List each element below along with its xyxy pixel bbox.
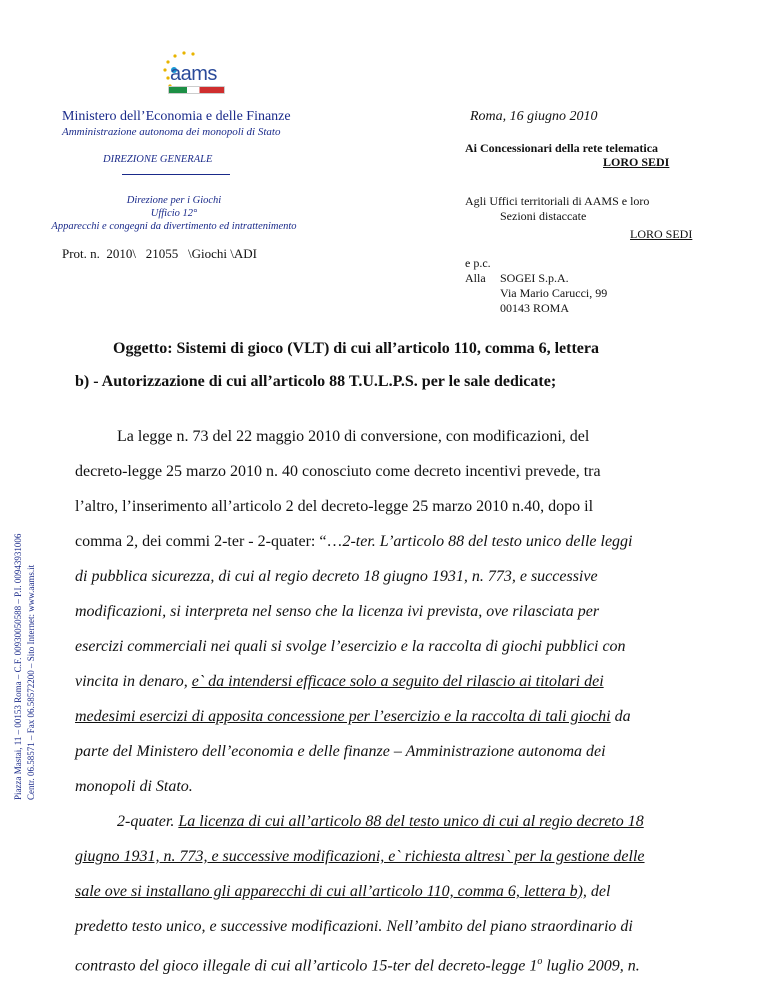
- apparecchi: Apparecchi e congegni da divertimento ed intrattenimento: [51, 221, 297, 232]
- body-text: comma 2, dei commi 2-ter - 2-quater: “…: [75, 533, 343, 550]
- protocol-number: Prot. n. 2010\ 21055 \Giochi \ADI: [62, 246, 257, 261]
- subject-line2: b) - Autorizzazione di cui all’articolo 88 T.U.L.P.S. per le sale dedicate;: [75, 373, 557, 390]
- administration-name: Amministrazione autonoma dei monopoli di Stato: [62, 126, 281, 138]
- recipient-line1-sedi: LORO SEDI: [603, 155, 670, 169]
- sogei-name: SOGEI S.p.A.: [500, 271, 569, 285]
- body-line: l’altro, l’inserimento all’articolo 2 del decreto-legge 25 marzo 2010 n.40, dopo il: [75, 498, 594, 515]
- sidebar-address: Piazza Mastai, 11 – 00153 Roma – C.F. 00930050588 – P.I. 00943931006: [13, 533, 23, 800]
- subject-line1: Oggetto: Sistemi di gioco (VLT) di cui all’articolo 110, comma 6, lettera: [113, 340, 599, 357]
- body-line: di pubblica sicurezza, di cui al regio decreto 18 giugno 1931, n. 773, e successive: [75, 568, 598, 585]
- body-line: [75, 665, 695, 699]
- recipient-line2a: Agli Uffici territoriali di AAMS e loro: [465, 194, 650, 208]
- body-text-underlined: sale ove si installano gli apparecchi di cui all’articolo 110, comma 6, lettera b),: [75, 883, 587, 900]
- body-line: [75, 525, 695, 559]
- body-line: giugno 1931, n. 773, e successive modificazioni, e` richiesta altresı` per la gestione delle: [75, 848, 645, 865]
- body-text: luglio 2009, n.: [542, 957, 640, 975]
- body-line: [75, 945, 695, 983]
- recipient-line2b: Sezioni distaccate: [500, 209, 587, 223]
- body-text-underlined: La licenza di cui all’articolo 88 del testo unico di cui al regio decreto 18: [178, 813, 644, 830]
- direzione-giochi: Direzione per i Giochi: [126, 195, 222, 206]
- letter-date: Roma, 16 giugno 2010: [470, 109, 598, 124]
- body-line: decreto-legge 25 marzo 2010 n. 40 conosciuto come decreto incentivi prevede, tra: [75, 463, 601, 480]
- ufficio: Ufficio 12°: [150, 208, 198, 219]
- body-text: contrasto del gioco illegale di cui all’articolo 15-ter del decreto-legge 1: [75, 957, 538, 975]
- body-line: modificazioni, si interpreta nel senso che la licenza ivi prevista, ove rilasciata per: [75, 603, 600, 620]
- divider: [122, 174, 230, 175]
- direzione-generale: DIREZIONE GENERALE: [103, 154, 213, 165]
- sidebar-phone: Centr. 06.58571 – Fax 06.58572200 – Sito Internet: www.aams.it: [26, 564, 36, 800]
- sogei-city: 00143 ROMA: [500, 301, 570, 315]
- ministry-name: Ministero dell’Economia e delle Finanze: [62, 109, 291, 124]
- logo-text: aams: [170, 63, 217, 85]
- recipient-line1: Ai Concessionari della rete telematica: [465, 141, 659, 155]
- logo-flag-bar: [168, 86, 225, 94]
- superscript: o: [537, 956, 543, 967]
- body-line: [117, 805, 737, 839]
- body-text: del: [586, 883, 611, 900]
- body-line: monopoli di Stato.: [75, 778, 193, 795]
- sogei-address: Via Mario Carucci, 99: [500, 286, 608, 300]
- body-line: predetto testo unico, e successive modificazioni. Nell’ambito del piano straordinario di: [75, 918, 633, 935]
- body-line: [75, 700, 695, 734]
- body-line: esercizi commerciali nei quali si svolge l’esercizio e la raccolta di giochi pubblici con: [75, 638, 626, 655]
- body-text: vincita in denaro,: [75, 673, 192, 690]
- recipient-line2-sedi: LORO SEDI: [630, 227, 693, 241]
- body-text-underlined: e` da intendersi efficace solo a seguito del rilascio ai titolari dei: [191, 673, 604, 690]
- alla-label: Alla: [465, 271, 486, 285]
- body-text: da: [610, 708, 631, 725]
- sidebar-contact-info: [12, 330, 38, 800]
- body-text-underlined: medesimi esercizi di apposita concessione per l’esercizio e la raccolta di tali giochi: [75, 708, 611, 725]
- pc-label: e p.c.: [465, 256, 491, 270]
- body-line: [75, 875, 695, 909]
- body-text-italic: 2-ter. L’articolo 88 del testo unico delle leggi: [342, 533, 633, 550]
- body-line: parte del Ministero dell’economia e delle finanze – Amministrazione autonoma dei: [75, 743, 606, 760]
- body-line: La legge n. 73 del 22 maggio 2010 di conversione, con modificazioni, del: [117, 428, 590, 445]
- body-text: 2-quater.: [117, 813, 179, 830]
